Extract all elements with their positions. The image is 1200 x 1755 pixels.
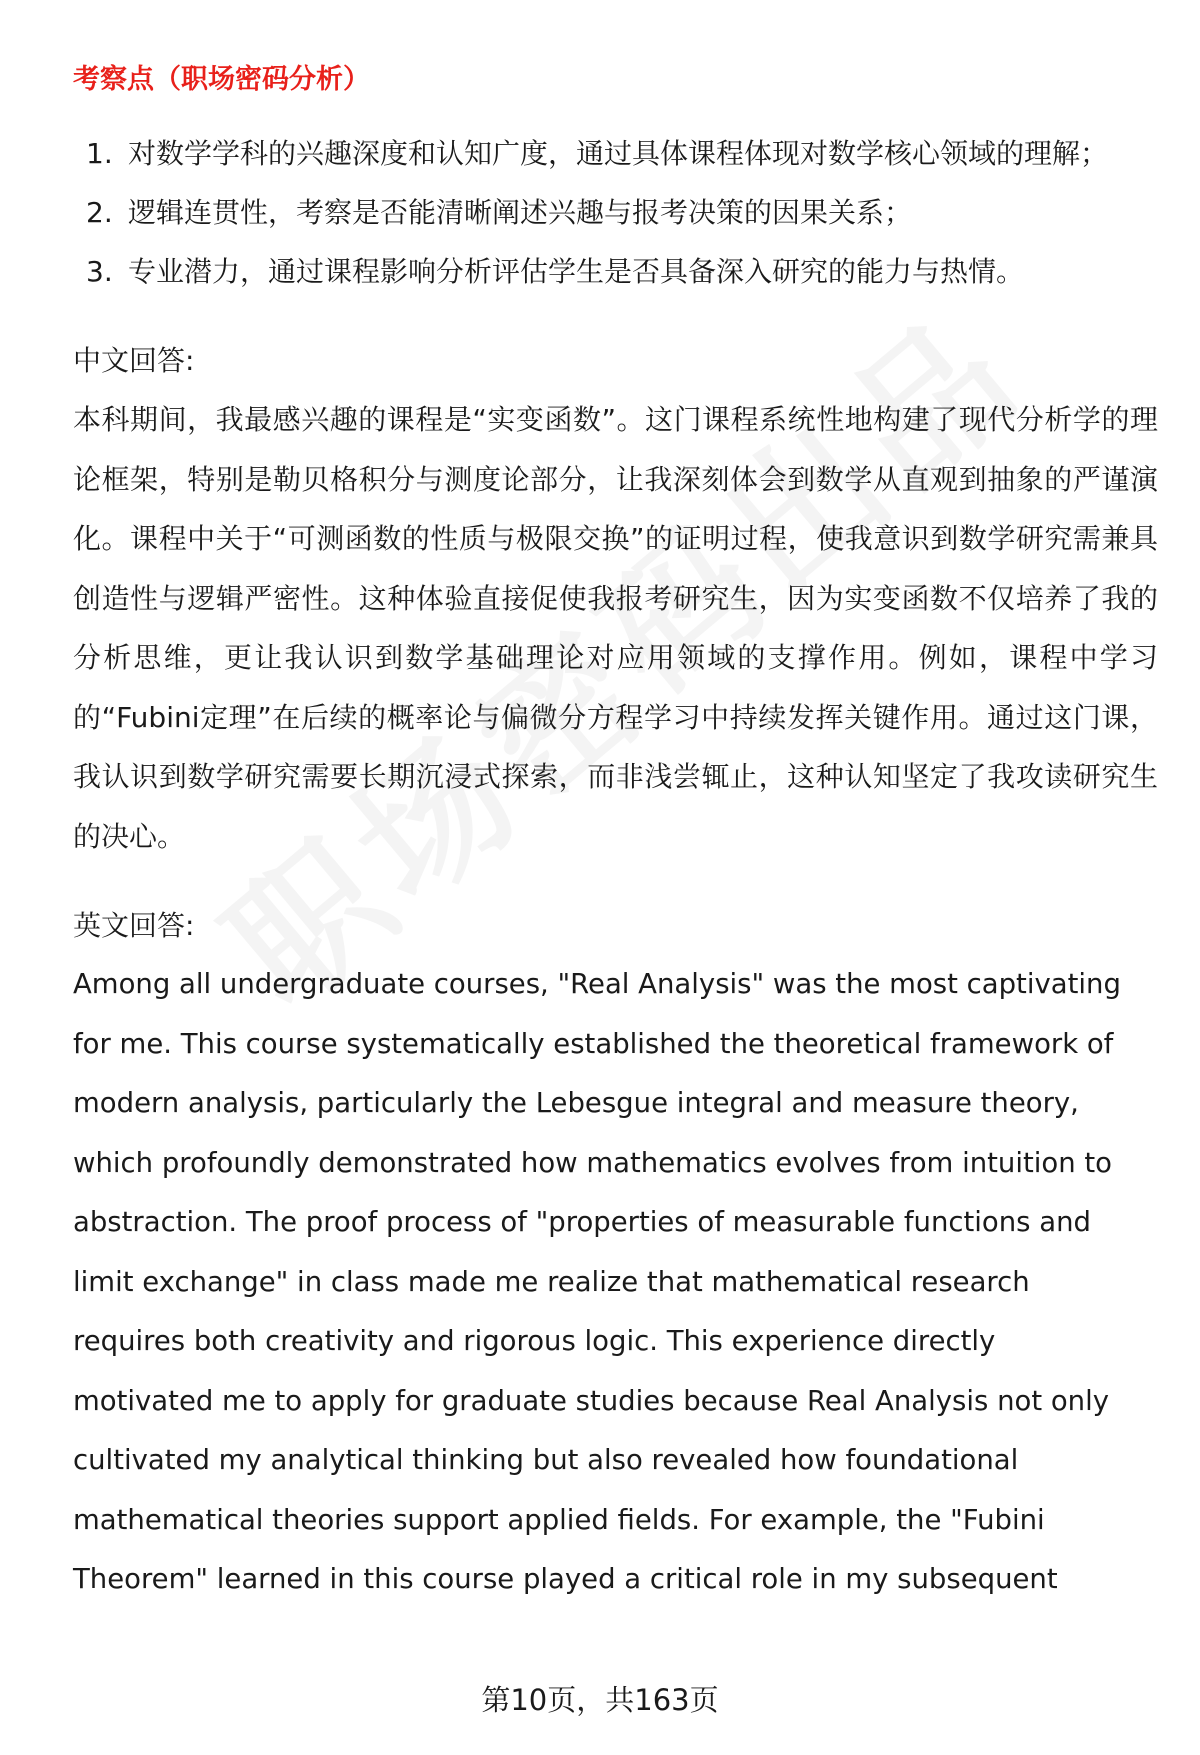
- section-heading: 考察点（职场密码分析）: [73, 64, 370, 95]
- list-item-text: 逻辑连贯性，考察是否能清晰阐述兴趣与报考决策的因果关系；: [128, 196, 913, 229]
- list-number: 1.: [86, 137, 113, 170]
- english-answer-line: requires both creativity and rigorous logic. This experience directly: [73, 1325, 996, 1357]
- english-answer-line: modern analysis, particularly the Lebesgue integral and measure theory,: [73, 1087, 1079, 1119]
- english-answer-line: which profoundly demonstrated how mathematics evolves from intuition to: [73, 1146, 1113, 1179]
- english-answer-line: Among all undergraduate courses, "Real Analysis" was the most captivating: [73, 968, 1121, 1000]
- chinese-answer-text: 本科期间，我最感兴趣的课程是“实变函数”。这门课程系统性地构建了现代分析学的理论框架，特别是勒贝格积分与测度论部分，让我深刻体会到数学从直观到抽象的严谨演化。课程中关于“可测函数的性质与极限交换”的证明过程，使我意识到数学研究需兼具创造性与逻辑严密性。这种体验直接促使我报考研究生，因为实变函数不仅培养了我的分析思维，更让我认识到数学基础理论对应用领域的支撑作用。例如，课程中学习的“Fubini定理”在后续的概率论与偏微分方程学习中持续发挥关键作用。通过这门课，我认识到数学研究需要长期沉浸式探索，而非浅尝辄止，这种认知坚定了我攻读研究生的决心。: [73, 403, 1158, 853]
- english-answer-line: limit exchange" in class made me realize that mathematical research: [73, 1265, 1030, 1298]
- list-item-text: 专业潜力，通过课程影响分析评估学生是否具备深入研究的能力与热情。: [128, 255, 1025, 288]
- chinese-answer-label: 中文回答:: [73, 344, 195, 377]
- english-answer-line: motivated me to apply for graduate studies because Real Analysis not only: [73, 1384, 1110, 1417]
- list-number: 2.: [86, 196, 113, 229]
- list-item-text: 对数学学科的兴趣深度和认知广度，通过具体课程体现对数学核心领域的理解；: [128, 137, 1109, 170]
- list-item: [73, 183, 1158, 242]
- list-item: [73, 242, 1158, 301]
- english-answer-line: mathematical theories support applied fields. For example, the "Fubini: [73, 1503, 1045, 1536]
- key-points-list: [73, 124, 1158, 301]
- english-answer-line: for me. This course systematically established the theoretical framework of: [73, 1027, 1114, 1060]
- english-answer-line: abstraction. The proof process of "properties of measurable functions and: [73, 1206, 1091, 1238]
- english-answer-text: [73, 955, 1158, 1610]
- document-page: [73, 60, 1158, 1610]
- list-number: 3.: [86, 255, 113, 288]
- page-number-footer: 第10页，共163页: [481, 1683, 719, 1717]
- english-answer-label: 英文回答:: [73, 909, 195, 942]
- english-answer-line: Theorem" learned in this course played a critical role in my subsequent: [73, 1563, 1058, 1595]
- list-item: [73, 124, 1158, 183]
- english-answer-line: cultivated my analytical thinking but also revealed how foundational: [73, 1444, 1019, 1476]
